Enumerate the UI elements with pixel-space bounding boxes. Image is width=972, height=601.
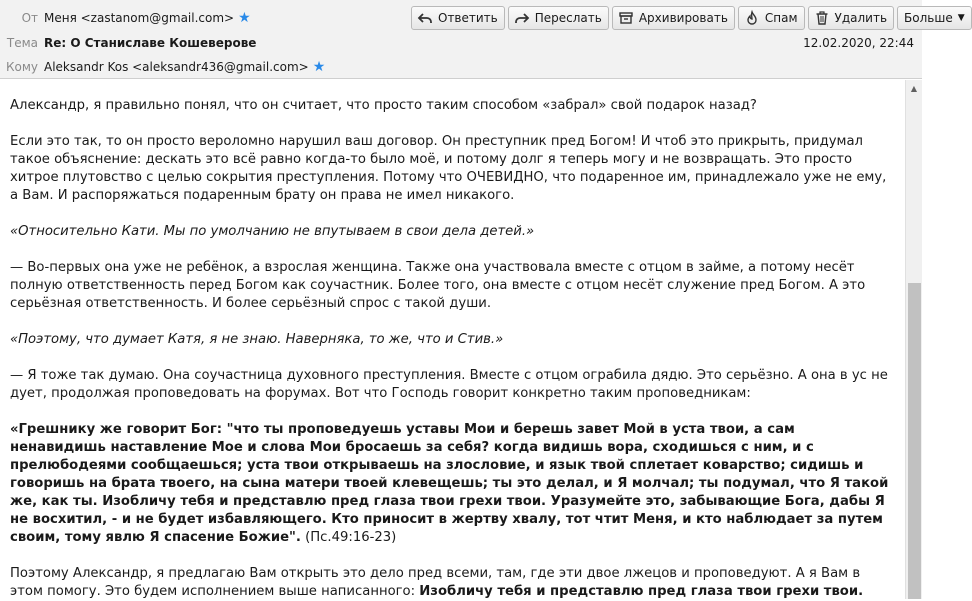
spam-label: Спам <box>764 11 798 25</box>
star-icon[interactable]: ★ <box>312 59 326 75</box>
from-label: От <box>21 11 38 25</box>
scripture-quote: «Грешнику же говорит Бог: "что ты проповедуешь уставы Мои и берешь завет Мой в уста твои, а сам ненавидишь наставление Мое и слова Мои бросаешь за себя? когда видишь вора, сходишься с ним, и с прелюбодеями сообщаешься; уста твои открываешь на злословие, и язык твой сплетает коварство; сидишь и говоришь на брата твоего, на сына матери твоей клевещешь; ты это делал, и Я молчал; ты подумал, что Я такой же, как ты. Изобличу тебя и представлю пред глаза твои грехи твои. Уразумейте это, забывающие Бога, дабы Я не восхитил, - и не будет избавляющего. Кто приносит в жертву хвалу, тот чтит Меня, и кто наблюдает за путем своим, тому явлю Я спасение Божие". <box>10 422 889 545</box>
reply-icon <box>418 11 432 25</box>
trash-icon <box>815 11 829 25</box>
chevron-down-icon: ▼ <box>957 13 965 23</box>
from-row <box>0 6 251 30</box>
closing-text: Поэтому Александр, я предлагаю Вам открыть это дело пред всеми, там, где эти двое лжецов и проповедуют. А я Вам в этом помогу. Это будем исполнением выше написанного: <box>10 566 861 599</box>
fire-icon <box>745 11 759 25</box>
quoted-paragraph: «Относительно Кати. Мы по умолчанию не впутываем в свои дела детей.» <box>10 224 535 239</box>
quoted-paragraph: «Поэтому, что думает Катя, я не знаю. Наверняка, то же, что и Стив.» <box>10 332 504 347</box>
message-paragraph <box>10 565 895 601</box>
more-button[interactable] <box>897 6 972 30</box>
vertical-scrollbar[interactable] <box>905 80 922 599</box>
closing-bold-text: Изобличу тебя и представлю пред глаза твои грехи твои. <box>419 584 864 599</box>
archive-label: Архивировать <box>638 11 728 25</box>
more-label: Больше <box>904 11 953 25</box>
spam-button[interactable] <box>738 6 805 30</box>
message-header <box>0 0 965 79</box>
scripture-paragraph <box>10 421 895 547</box>
subject-row <box>0 31 256 55</box>
message-paragraph: Александр, я правильно понял, что он считает, что просто таким способом «забрал» свой подарок назад? <box>10 98 757 113</box>
reply-label: Ответить <box>438 11 498 25</box>
scrollbar-thumb[interactable] <box>908 283 921 599</box>
forward-button[interactable] <box>508 6 609 30</box>
to-value[interactable]: Aleksandr Kos <aleksandr436@gmail.com> <box>44 60 309 74</box>
message-paragraph: Если это так, то он просто вероломно нарушил ваш договор. Он преступник пред Богом! И чтоб это прикрыть, придумал такое объяснение: дескать это всё равно когда-то было моё, и потому долг я теперь могу и не возвращать. Это просто хитрое плутовство с целью сокрытия преступления. Потому что ОЧЕВИДНО, что подаренное им, принадлежало уже не ему, а Вам. И распоряжаться подаренным брату он права не имел никакого. <box>10 134 887 203</box>
archive-button[interactable] <box>612 6 735 30</box>
scripture-reference: (Пс.49:16-23) <box>300 530 397 545</box>
star-icon[interactable]: ★ <box>238 10 251 26</box>
forward-icon <box>515 11 529 25</box>
delete-button[interactable] <box>808 6 895 30</box>
forward-label: Переслать <box>534 11 602 25</box>
reply-button[interactable] <box>411 6 505 30</box>
subject-value: Re: О Станиславе Кошеверове <box>44 36 257 50</box>
archive-icon <box>619 11 633 25</box>
message-body <box>0 80 905 599</box>
to-label: Кому <box>5 60 38 74</box>
message-date: 12.02.2020, 22:44 <box>803 36 914 50</box>
to-row <box>0 55 325 79</box>
subject-label: Тема <box>6 36 38 50</box>
message-paragraph: — Я тоже так думаю. Она соучастница духовного преступления. Вместе с отцом ограбила дядю. Это серьёзно. А она в ус не дует, продолжая проповедовать на форумах. Вот что Господь говорит конкретно таким проповедникам: <box>10 368 888 401</box>
message-toolbar <box>411 6 972 30</box>
delete-label: Удалить <box>834 11 888 25</box>
message-paragraph: — Во-первых она уже не ребёнок, а взрослая женщина. Также она участвовала вместе с отцом в займе, а потому несёт полную ответственность перед Богом как соучастник. Более того, она вместе с отцом несёт служение пред Богом. А это серьёзная ответственность. И более серьёзный спрос с такой души. <box>10 260 866 311</box>
scroll-up-icon[interactable]: ▲ <box>910 84 918 93</box>
from-value[interactable]: Меня <zastanom@gmail.com> <box>44 11 235 25</box>
